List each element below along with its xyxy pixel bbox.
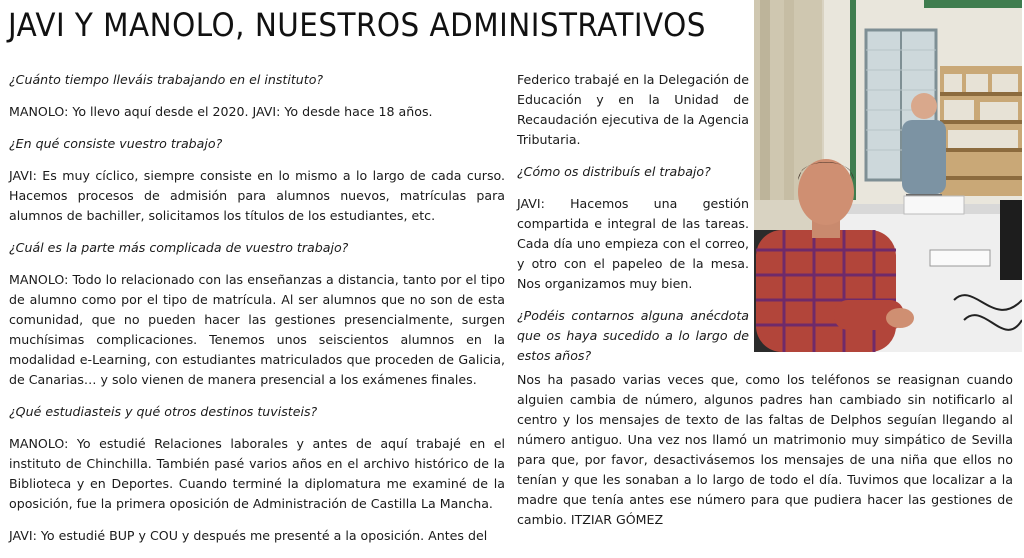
office-photo <box>754 0 1022 352</box>
answer: MANOLO: Yo estudié Relaciones laborales y antes de aquí trabajé en el instituto de Chinchilla. También pasé varios años en el archivo histórico de la Biblioteca y en Deportes. Cuando terminé la diplomatura me examiné de la oposición, fue la primera oposición de Administración de Castilla La Mancha. <box>9 436 505 511</box>
question: ¿Podéis contarnos alguna anécdota que os haya sucedido a lo largo de estos años? <box>517 308 749 363</box>
answer: JAVI: Es muy cíclico, siempre consiste en lo mismo a lo largo de cada curso. Hacemos procesos de admisión para alumnos nuevos, matrículas para alumnos de bachiller, solicitamos los títulos de los estudiantes, etc. <box>9 168 505 223</box>
answer: Nos ha pasado varias veces que, como los teléfonos se reasignan cuando alguien cambia de número, algunos padres han cambiado sin notificarlo al centro y los mensajes de texto de las faltas de Delphos seguían llegando al número antiguo. Una vez nos llamó un matrimonio muy simpático de Sevilla para que, por favor, desactivásemos los mensajes de una niña que ellos no tenían y que les sonaban a lo largo de todo el día. Tuvimos que localizar a la madre que tenía antes ese número para que pudiera hacer las gestiones de cambio. ITZIAR GÓMEZ <box>517 372 1013 527</box>
answer: JAVI: Hacemos una gestión compartida e integral de las tareas. Cada día uno empieza con el correo, y otro con el papeleo de la mesa. Nos organizamos muy bien. <box>517 196 749 291</box>
bottom-column <box>517 370 1013 542</box>
left-column <box>9 70 505 558</box>
question: ¿Cuánto tiempo lleváis trabajando en el instituto? <box>9 72 324 87</box>
right-column <box>517 70 749 378</box>
question: ¿Cómo os distribuís el trabajo? <box>517 164 711 179</box>
answer: MANOLO: Yo llevo aquí desde el 2020. JAVI: Yo desde hace 18 años. <box>9 104 433 119</box>
answer: JAVI: Yo estudié BUP y COU y después me presenté a la oposición. Antes del <box>9 528 488 543</box>
answer: MANOLO: Todo lo relacionado con las enseñanzas a distancia, tanto por el tipo de alumno como por el tipo de matrícula. Al ser alumnos que no son de esta comunidad, que no pueden hacer las gestiones presencialmente, surgen muchísimas complicaciones. Tenemos unos seiscientos alumnos en la modalidad e-Learning, con estudiantes matriculados que proceden de Galicia, de Canarias… y solo vienen de manera presencial a los exámenes finales. <box>9 272 505 387</box>
question: ¿En qué consiste vuestro trabajo? <box>9 136 223 151</box>
question: ¿Cuál es la parte más complicada de vuestro trabajo? <box>9 240 349 255</box>
question: ¿Qué estudiasteis y qué otros destinos tuvisteis? <box>9 404 318 419</box>
article-title: JAVI Y MANOLO, NUESTROS ADMINISTRATIVOS <box>8 6 706 44</box>
answer: Federico trabajé en la Delegación de Educación y en la Unidad de Recaudación ejecutiva de la Agencia Tributaria. <box>517 72 749 147</box>
